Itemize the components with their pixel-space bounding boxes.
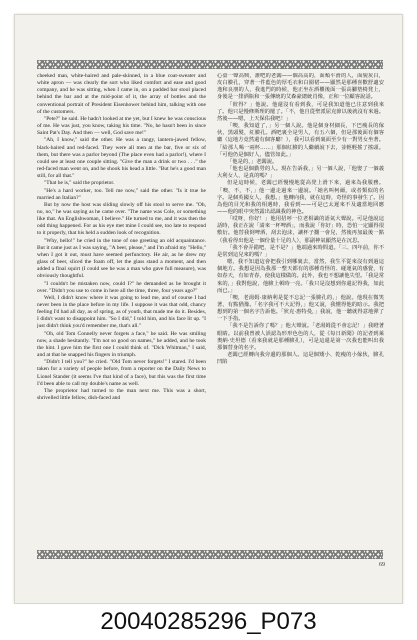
chinese-paragraph: 「彼得？」他說。他還沒有看到我，可是我知道他已注意到我來了。他只是慢條斯理的罷了。「不，他自從聖派屈克節以後就沒有來過。然後——嗯，上天保佑我吧！」 — [217, 101, 384, 122]
chinese-paragraph: 心臺一聲高興，誰吧的老闆——個高高的，面頰平滑的人，面貌灰白，皮白臉孔，穿著一件藍色的厚毛衣和白圍裙——顯然是那種喜歡舒適安逸和良朋的人，我進門的時候，他正坐在酒櫃後面一張高腳墊椅凳上，身後是一排酒瓶和一張傳統的艾森豪總統肖像，正和一位顧客說話。 — [217, 73, 384, 101]
chinese-paragraph: 「我不是告訴你了嗎？」他大聲說。「老湯姆從不會忘記！」我瞪著眼睛。以前我曾被人誤認為形形色色的人，從《每日新聞》的記者到萊奧納‧史坦德（看來我就是那種臉孔），可是這還是第一次我也能叫出我那個替身的名字。 — [217, 323, 384, 351]
chinese-paragraph: 嗯，我不知道這會把我引到哪裏去，當然，我生平從來沒有到過這個地方。我想是因為我那一整天都有的那種奇怪的、碰運氣的感覺，有如春天，有如青春，使我這樣做的。此外，我也不想讓他失望。「我是常來的，」我對他說，他臉上頓時一亮。「我只是沒想到你還記得我，如此而已。」 — [217, 259, 384, 294]
english-paragraph: "Oh, old Tom Connelly never forgets a face," he said. He was smiling now, a shade hesitantly. "I'm not so good on names," he added, and he took the hint. I gave him the first one I could think of. "Dick Whitman," I said, and at that he snapped his fingers in triumph. — [37, 330, 206, 359]
chinese-paragraph: 「噢，我知道了，」另一個人說。他是個身材細長，下巴瘦長的傢伙，黑頭髮，紅臉孔。酒吧裏全是男人，有五六個，但是那後面有個客廳（這地方竟然還有個客廳！），我可以看到裏面至少有一對男女坐著。「給那人喝一兩杯……」那個紅臉的人繼續說下去，並輕輕搖了搖頭。「可他仍是個好人，儘管如此。」 — [217, 123, 384, 158]
english-paragraph: "Pete?" he said. He hadn't looked at me yet, but I knew he was conscious of me. He was just, you know, taking his time. "No, he hasn't been in since Saint Pat's Day. And then — well, God save me!" — [37, 115, 206, 137]
book-page — [14, 14, 403, 604]
top-ornament-border — [37, 60, 383, 69]
english-paragraph: "Why, hello!" he cried in the tone of one greeting an old acquaintance. But it came just as I was saying, "A beer, please," and I'm afraid my "Hello," when I got it out, must have seemed perfunctory. He air, as he drew my glass of beer, sliced the foam off, let the glass stand a moment, and then added a final squirt (I could see he was a man who gave full measure), was obviously thoughtful. — [37, 237, 206, 280]
chinese-text-column — [217, 73, 384, 547]
english-paragraph: "Ah, I know," said the other. He was a rangy, lantern-jawed fellow, black-haired and red-faced. They were all men at the bar, five or six of them, but there was a parlor beyond (The place even had a parlor!), where I could see at least one couple sitting. "Give the man a drink or two . . ." the red-faced man went on, and he shook his head a little. "But he's a good man still, for all that." — [37, 137, 206, 180]
bottom-ornament-border — [37, 550, 383, 559]
english-paragraph: cheeked man, white-haired and pale-skinned, in a blue coat-sweater and white apron — was clearly the sort who liked comfort and ease and good company, and he was sitting, when I came in, on a padded bar stool placed behind the bar and at the mid-point of it, the array of bottles and the conventional portrait of President Eisenhower behind him, talking with one of the customers. — [37, 73, 206, 115]
english-paragraph: The proprietor had turned to the man next me. This was a short, shrivelled little fellow, dish-faced and — [37, 387, 206, 402]
chinese-paragraph: 但是這時候，老闆已經慢慢地從高凳上滑下來，過來為我服務。「噢，不，不，」他一邊走過來一邊說。「她名叫柯爾，或者類似的名字。是個英國女人，我想。」他轉向我，就在這時，奇怪的事發生了。因為他的目光和我的相遇時，我看到——可是已太遲來不及適當地回應——他的眼中突然露出認識我的神色。 — [217, 180, 384, 215]
scan-identifier-caption: 20040285296_P073 — [0, 604, 417, 640]
english-paragraph: "I couldn't be mistaken now, could I?" he demanded as he brought it over. "Didn't you use to come in here all the time, three, four years ago?" — [37, 280, 206, 294]
page-number: 69 — [379, 562, 385, 568]
chinese-paragraph: 「哎呀，你好！」他用招呼一位老相識的語氣大聲說。可是他說這話時，我正在說「請來一杯啤酒」，而我說「你好」時，恐怕一定顯得很敷衍。他替我倒啤酒，刮去泡沫，讓杯子擱一會兒，然後再加最後一點（我看得出他是一個份量十足的人），那副神氣顯然是在沉思。 — [217, 216, 384, 244]
english-paragraph: "Didn't I tell you?" he cried. "Old Tom never forgets!" I stared. I'd been taken for a variety of people before, from a reporter on the Daily News to Lionel Stander (it seems I've that kind of a face), but this was the first time I'd been able to call my double's name as well. — [37, 359, 206, 387]
english-paragraph: Well, I didn't know where it was going to lead me, and of course I had never been in the place before in my life. I suppose it was that odd, chancy feeling I'd had all day, as of spring, as of youth, that made me do it. Besides, I didn't want to disappoint him. "So I did," I told him, and his face lit up. "I just didn't think you'd remember me, that's all." — [37, 294, 206, 330]
chinese-paragraph: 「他也是個勤勞的人。現在告訴我，」另一個人說，「他娶了一個義大利女人，是真的嗎？」 — [217, 166, 384, 180]
chinese-paragraph: 「我不會弄錯吧，是不是？」他端過來時問道。「三、四年前，你不是常到這兒來的嗎？」 — [217, 244, 384, 258]
english-paragraph: "That he is," said the proprietor. — [44, 180, 115, 187]
english-paragraph: But by now the host was sliding slowly off his stool to serve me. "Oh, no, no," he was saying as he came over. "The name was Cole, or something like that. An Englishwoman, I believe." He turned to me, and it was then the odd thing happened. For as his eye met mine I could see, too late to respond to it properly, that his held a sudden look of recognition. — [37, 201, 206, 237]
chinese-paragraph: 老闆已經轉向我旁邊的那個人。這是個矮小、乾瘦的小傢伙，臉孔凹陷 — [217, 352, 384, 366]
english-paragraph: "He's a hard worker, too. Tell me now," said the other. "Is it true he married an Italian?" — [37, 187, 206, 201]
chinese-paragraph: 「他是的，」老闆說。 — [227, 158, 278, 165]
chinese-paragraph: 「噢，老湯姆‧康納利是從不忘記一張臉孔的，」他說。他現在微笑著，有點猶豫。「名字我可不大記得，」他又說，我懂得他的暗示。我把想到的第一個名字告訴他。「狄克‧惠特曼，」我說，他一聽就得意地彈了一下手指。 — [217, 294, 384, 323]
english-text-column — [37, 73, 206, 547]
